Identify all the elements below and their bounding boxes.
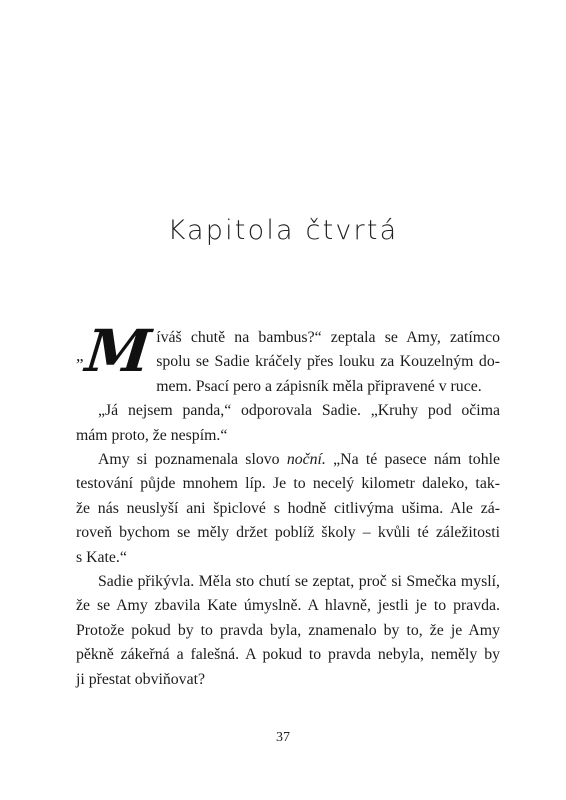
- text-run: „Na té pasece nám tohle: [325, 451, 500, 469]
- text-line: „Já nejsem panda,“ odporovala Sadie. „Kruhy pod očima: [98, 402, 500, 420]
- text-line: ji přestat obviňovat?: [76, 670, 205, 688]
- text-line: testování půjde mnohem líp. Je to necelý kilometr daleko, tak-: [76, 475, 500, 493]
- text-line: mám proto, že nespím.“: [76, 426, 228, 444]
- text-line: Sadie přikývla. Měla sto chutí se zeptat, proč si Smečka myslí,: [98, 573, 500, 591]
- text-line: pěkně zákeřná a falešná. A pokud to pravda nebyla, neměly by: [76, 646, 500, 664]
- text-line: íváš chutě na bambus?“ zeptala se Amy, zatímco: [156, 329, 500, 346]
- text-line: s Kate.“: [76, 548, 127, 566]
- body-text: [76, 317, 500, 692]
- text-run: Amy si poznamenala slovo: [98, 451, 287, 469]
- drop-cap-letter: M: [82, 317, 154, 385]
- text-line: že se Amy zbavila Kate úmyslně. A hlavně, jestli je to pravda.: [76, 597, 500, 615]
- opening-quote: „: [76, 346, 84, 365]
- text-line: mem. Psací pero a zápisník měla připravené v ruce.: [156, 377, 482, 395]
- chapter-title: Kapitola čtvrtá: [167, 215, 399, 247]
- emphasized-word: noční.: [286, 451, 326, 469]
- page-number: 37: [276, 730, 290, 745]
- paragraph-4: [76, 570, 500, 692]
- paragraph-2: [76, 399, 500, 448]
- paragraph-3: [76, 448, 500, 570]
- text-line: Protože pokud by to pravda byla, znamenalo by to, že je Amy: [76, 621, 500, 639]
- text-line: že nás neuslyší ani špiclové s hodně citlivýma ušima. Ale zá-: [76, 499, 500, 517]
- text-line: spolu se Sadie kráčely přes louku za Kouzelným do-: [156, 353, 500, 371]
- text-line: [76, 448, 500, 472]
- text-line: roveň bychom se měly držet poblíž školy – kvůli té záležitosti: [76, 524, 500, 542]
- paragraph-1: [76, 317, 500, 399]
